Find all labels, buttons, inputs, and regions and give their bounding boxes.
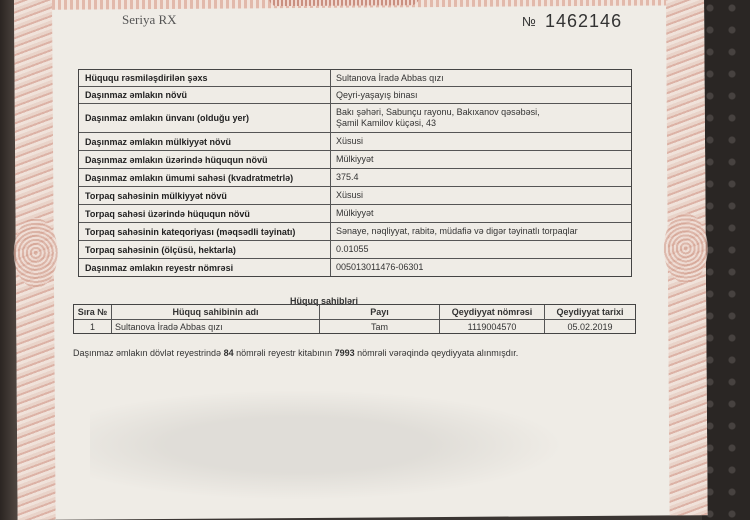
row-value: 0.01055 xyxy=(336,244,369,254)
owner-share: Tam xyxy=(320,320,440,333)
row-label: Daşınmaz əmlakın üzərində hüququn növü xyxy=(79,151,331,168)
table-surface-right xyxy=(702,0,750,520)
row-label: Hüququ rəsmiləşdirilən şəxs xyxy=(79,70,331,86)
owners-header-row xyxy=(74,305,635,319)
registration-date: 05.02.2019 xyxy=(567,321,613,332)
table-row xyxy=(79,104,631,133)
row-value: Sultanova İradə Abbas qızı xyxy=(336,72,444,83)
statement-text: Daşınmaz əmlakın dövlət reyestrində xyxy=(73,348,224,358)
statement-text: nömrəli reyestr kitabının xyxy=(233,348,335,358)
page-number: 7993 xyxy=(334,348,355,358)
row-label: Daşınmaz əmlakın ünvanı (olduğu yer) xyxy=(79,104,331,132)
header-cell: Payı xyxy=(320,305,440,319)
watermark-emblem xyxy=(90,380,610,510)
header-cell: Sıra № xyxy=(74,305,112,319)
table-row xyxy=(79,70,631,87)
statement-text: nömrəli vərəqində qeydiyyata alınmışdır. xyxy=(354,348,519,358)
row-value: Xüsusi xyxy=(336,136,364,146)
row-value: Sənaye, nəqliyyat, rabitə, müdafiə və digər təyinatlı torpaqlar xyxy=(336,226,578,236)
owners-table xyxy=(73,304,636,334)
row-value: Qeyri-yaşayış binası xyxy=(336,89,418,100)
header-cell: Hüquq sahibinin adı xyxy=(112,305,320,319)
header-cell: Qeydiyyat nömrəsi xyxy=(440,305,545,319)
property-info-table xyxy=(78,69,632,277)
row-label: Daşınmaz əmlakın ümumi sahəsi (kvadratmetrlə) xyxy=(79,169,331,186)
table-row xyxy=(79,87,631,104)
row-value: Xüsusi xyxy=(336,190,364,200)
row-label: Torpaq sahəsinin (ölçüsü, hektarla) xyxy=(79,241,331,258)
owners-row xyxy=(74,319,635,333)
row-value: 005013011476-06301 xyxy=(336,262,424,272)
owner-index: 1 xyxy=(74,320,112,333)
row-label: Torpaq sahəsi üzərində hüququn növü xyxy=(79,205,331,222)
row-label: Daşınmaz əmlakın reyestr nömrəsi xyxy=(79,259,331,276)
certificate-number: 1462146 xyxy=(545,11,623,31)
row-label: Torpaq sahəsinin mülkiyyət növü xyxy=(79,187,331,204)
table-row xyxy=(79,133,631,151)
rosette-left xyxy=(14,218,58,288)
top-ornament xyxy=(269,0,419,6)
rosette-right xyxy=(664,213,708,283)
table-row xyxy=(79,241,631,259)
number-label: № xyxy=(522,14,536,29)
row-value: Bakı şəhəri, Sabunçu rayonu, Bakıxanov qəsəbəsi, Şamil Kamilov küçəsi, 43 xyxy=(336,107,540,128)
row-value: 375.4 xyxy=(336,172,359,182)
row-label: Daşınmaz əmlakın mülkiyyət növü xyxy=(79,133,331,150)
registry-statement xyxy=(73,348,518,358)
table-row xyxy=(79,151,631,169)
owner-name: Sultanova İradə Abbas qızı xyxy=(112,320,320,333)
book-number: 84 xyxy=(223,348,234,358)
header-cell: Qeydiyyat tarixi xyxy=(556,307,624,317)
row-label: Torpaq sahəsinin kateqoriyası (məqsədli təyinatı) xyxy=(79,223,331,240)
owners-title: Hüquq sahibləri xyxy=(290,296,359,306)
registration-number: 1119004570 xyxy=(440,320,545,333)
table-row xyxy=(79,169,631,187)
row-value: Mülkiyyət xyxy=(336,208,374,218)
series-label: Seriya RX xyxy=(122,12,177,27)
table-row xyxy=(79,259,631,276)
table-row xyxy=(79,223,631,241)
table-row xyxy=(79,205,631,223)
table-row xyxy=(79,187,631,205)
row-value: Mülkiyyət xyxy=(336,154,374,164)
row-label: Daşınmaz əmlakın növü xyxy=(79,87,331,103)
